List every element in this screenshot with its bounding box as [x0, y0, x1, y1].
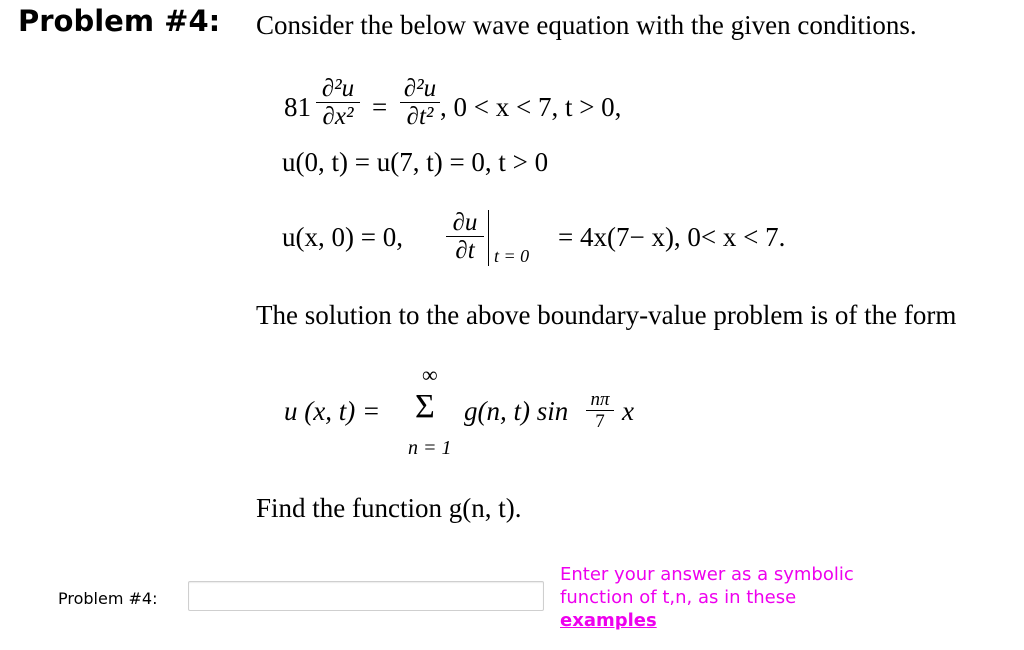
- problem-heading: Problem #4:: [18, 4, 221, 38]
- initial-condition-u: u(x, 0) = 0,: [282, 222, 403, 252]
- series-term: g(n, t) sin: [464, 396, 569, 426]
- answer-label: Problem #4:: [58, 589, 158, 608]
- answer-input[interactable]: [188, 581, 544, 611]
- summation-symbol: Σ: [415, 388, 435, 425]
- answer-hint: [560, 563, 920, 632]
- examples-link[interactable]: examples: [560, 610, 657, 631]
- fraction-numerator: ∂u: [452, 209, 478, 236]
- boundary-conditions: u(0, t) = u(7, t) = 0, t > 0: [282, 147, 549, 177]
- fraction-numerator: ∂²u: [403, 75, 437, 102]
- hint-text: Enter your answer as a symbolic function of t,n, as in these: [560, 564, 854, 608]
- coefficient: 81: [284, 92, 311, 122]
- fraction-d2u-dt2: [400, 76, 440, 129]
- fraction-d2u-dx2: [316, 76, 360, 129]
- problem-intro: Consider the below wave equation with the given conditions.: [256, 10, 917, 40]
- fraction-denominator: ∂t: [455, 237, 475, 264]
- fraction-du-dt: [446, 210, 484, 263]
- series-variable: x: [622, 396, 634, 426]
- sum-lower-limit: n = 1: [408, 437, 452, 459]
- solution-intro: The solution to the above boundary-value problem is of the form: [256, 300, 957, 330]
- equals-sign: =: [372, 92, 388, 122]
- series-lhs: u (x, t) =: [284, 396, 381, 426]
- fraction-numerator: nπ: [590, 389, 610, 410]
- fraction-denominator: 7: [595, 411, 605, 432]
- fraction-npi-7: [586, 390, 614, 431]
- evaluation-point: t = 0: [494, 246, 530, 266]
- find-instruction: Find the function g(n, t).: [256, 493, 522, 523]
- fraction-denominator: ∂t²: [406, 103, 434, 130]
- sum-upper-limit: ∞: [422, 362, 438, 387]
- initial-condition-ut: = 4x(7− x), 0< x < 7.: [558, 222, 786, 252]
- fraction-numerator: ∂²u: [321, 75, 355, 102]
- fraction-denominator: ∂x²: [322, 103, 354, 130]
- equation-domain: , 0 < x < 7, t > 0,: [440, 92, 622, 122]
- evaluation-bar: [488, 210, 489, 266]
